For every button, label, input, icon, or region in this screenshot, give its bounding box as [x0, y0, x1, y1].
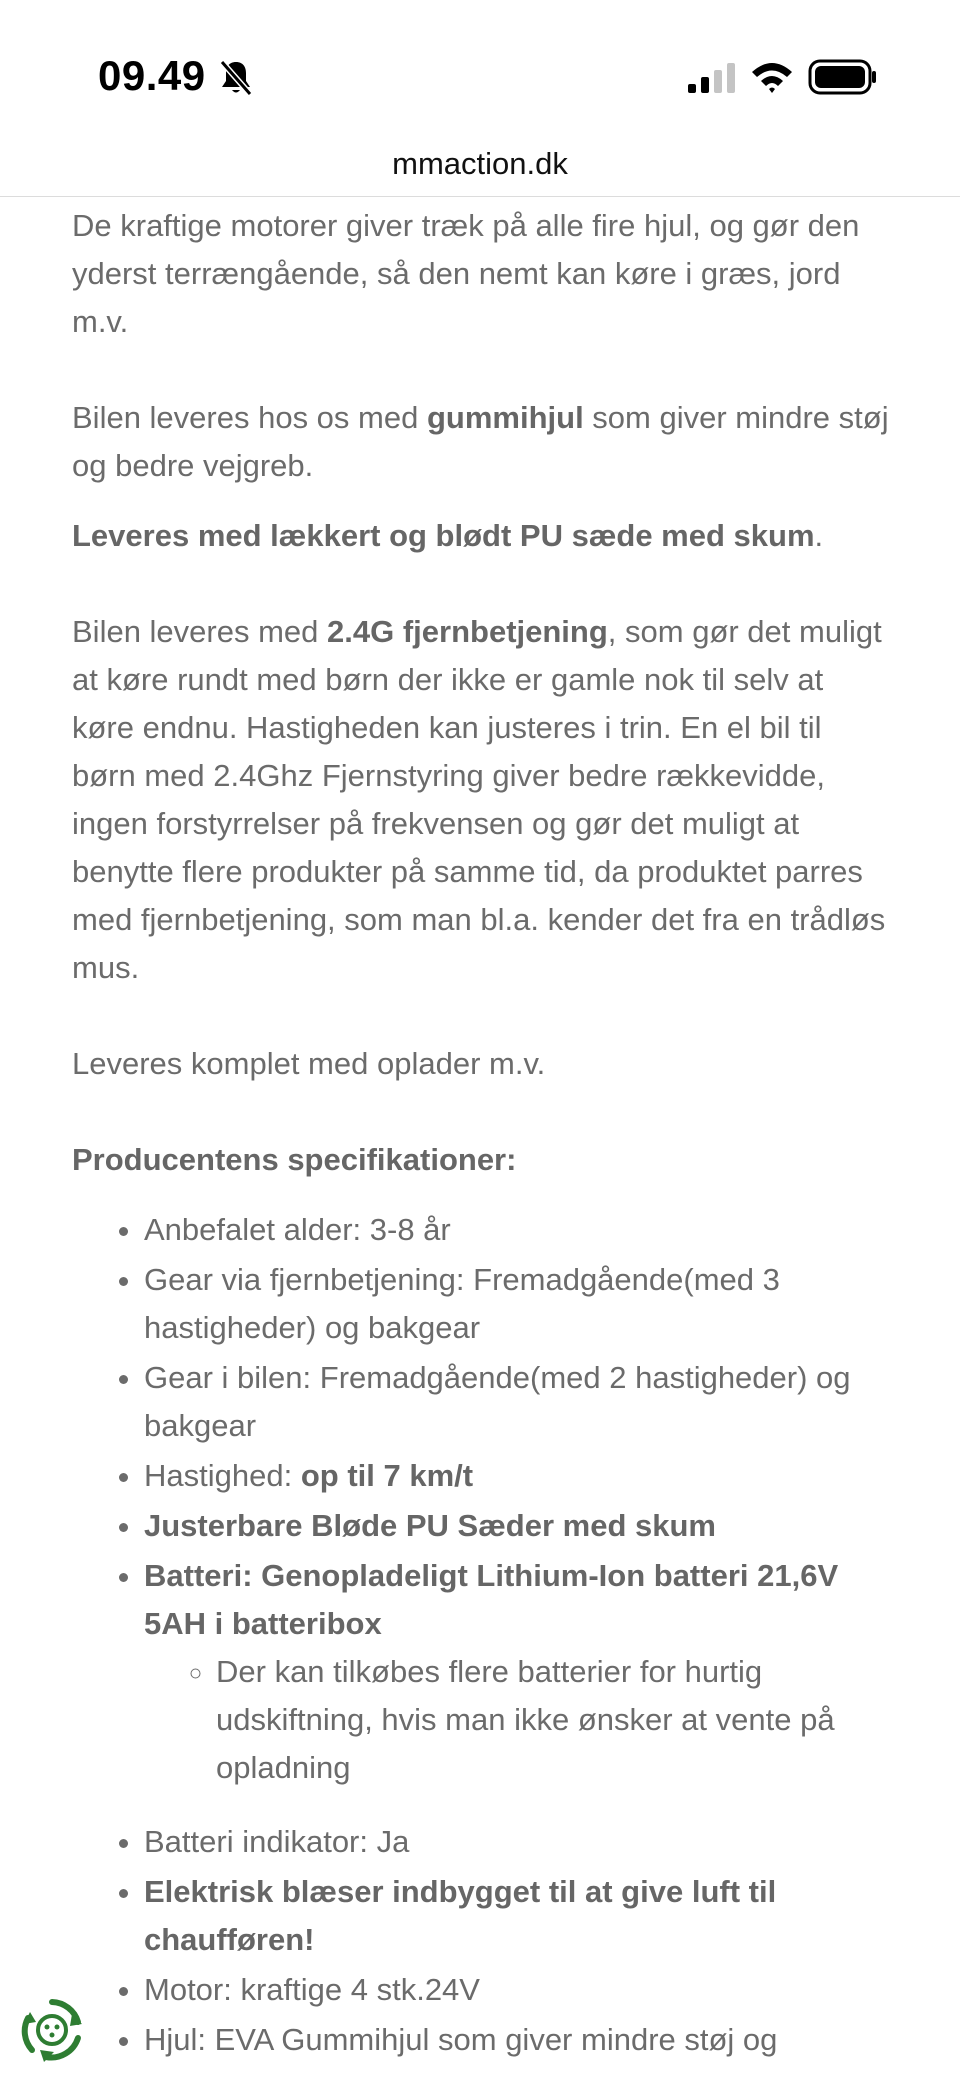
- spec-item-battery-indicator: • Batteri indikator: Ja: [144, 1818, 892, 1866]
- url-text[interactable]: mmaction.dk: [392, 146, 568, 181]
- spec-item-seats: • Justerbare Bløde PU Sæder med skum: [144, 1502, 892, 1550]
- status-time: 09.49: [98, 52, 206, 99]
- spec-item-age: • Anbefalet alder: 3-8 år: [144, 1206, 892, 1254]
- paragraph-remote: Bilen leveres med 2.4G fjernbetjening, som gør det muligt at køre rundt med børn der ikke er gamle nok til selv at køre endnu. Hastigheden kan justeres i trin. En el bil til børn med 2.4Ghz Fjernstyring giver bedre rækkevidde, ingen forstyrrelser på frekvensen og gør det muligt at benytte flere produkter på samme tid, da produktet parres med fjernbetjening, som man bl.a. kender det fra en trådløs mus.: [72, 614, 886, 985]
- paragraph-charger: Leveres komplet med oplader m.v.: [72, 1046, 546, 1081]
- spec-item-battery: • Batteri: Genopladeligt Lithium-Ion batteri 21,6V 5AH i batteribox ◦ Der kan tilkøbes flere batterier for hurtig udskiftning, hvis man ikke ønsker at vente på opladning: [144, 1552, 892, 1792]
- spec-sublist-battery: [144, 1648, 892, 1792]
- status-bar: [0, 0, 960, 130]
- spec-list: [72, 1206, 892, 2064]
- recycle-widget-icon[interactable]: [16, 1994, 88, 2066]
- bell-slash-icon: [218, 58, 254, 98]
- article-content: [72, 202, 892, 2066]
- paragraph-seat: Leveres med lækkert og blødt PU sæde med skum.: [72, 518, 824, 553]
- spec-item-fan: • Elektrisk blæser indbygget til at give luft til chaufføren!: [144, 1868, 892, 1964]
- wifi-icon: [750, 60, 794, 94]
- bold-rubber-wheels: gummihjul: [426, 400, 584, 435]
- battery-icon: [808, 58, 878, 96]
- url-bar[interactable]: [0, 130, 960, 197]
- paragraph-terrain: De kraftige motorer giver træk på alle fire hjul, og gør den yderst terrængående, så den nemt kan køre i græs, jord m.v.: [72, 208, 860, 339]
- bold-seat: Leveres med lækkert og blødt PU sæde med skum: [72, 518, 815, 553]
- paragraph-wheels: Bilen leveres hos os med gummihjul som giver mindre støj og bedre vejgreb.: [72, 400, 889, 483]
- spec-heading: Producentens specifikationer:: [72, 1142, 517, 1177]
- cellular-signal-icon: [686, 62, 738, 94]
- spec-subitem-extra-batteries: ◦ Der kan tilkøbes flere batterier for hurtig udskiftning, hvis man ikke ønsker at vente på opladning: [216, 1648, 892, 1792]
- spec-item-gear-remote: • Gear via fjernbetjening: Fremadgående(med 3 hastigheder) og bakgear: [144, 1256, 892, 1352]
- spacer: [144, 1794, 892, 1816]
- spec-item-wheels: • Hjul: EVA Gummihjul som giver mindre støj og: [144, 2016, 892, 2064]
- spec-item-gear-car: • Gear i bilen: Fremadgående(med 2 hastigheder) og bakgear: [144, 1354, 892, 1450]
- spec-item-speed: • Hastighed: op til 7 km/t: [144, 1452, 892, 1500]
- bold-remote: 2.4G fjernbetjening: [327, 614, 608, 649]
- spec-item-motor: • Motor: kraftige 4 stk.24V: [144, 1966, 892, 2014]
